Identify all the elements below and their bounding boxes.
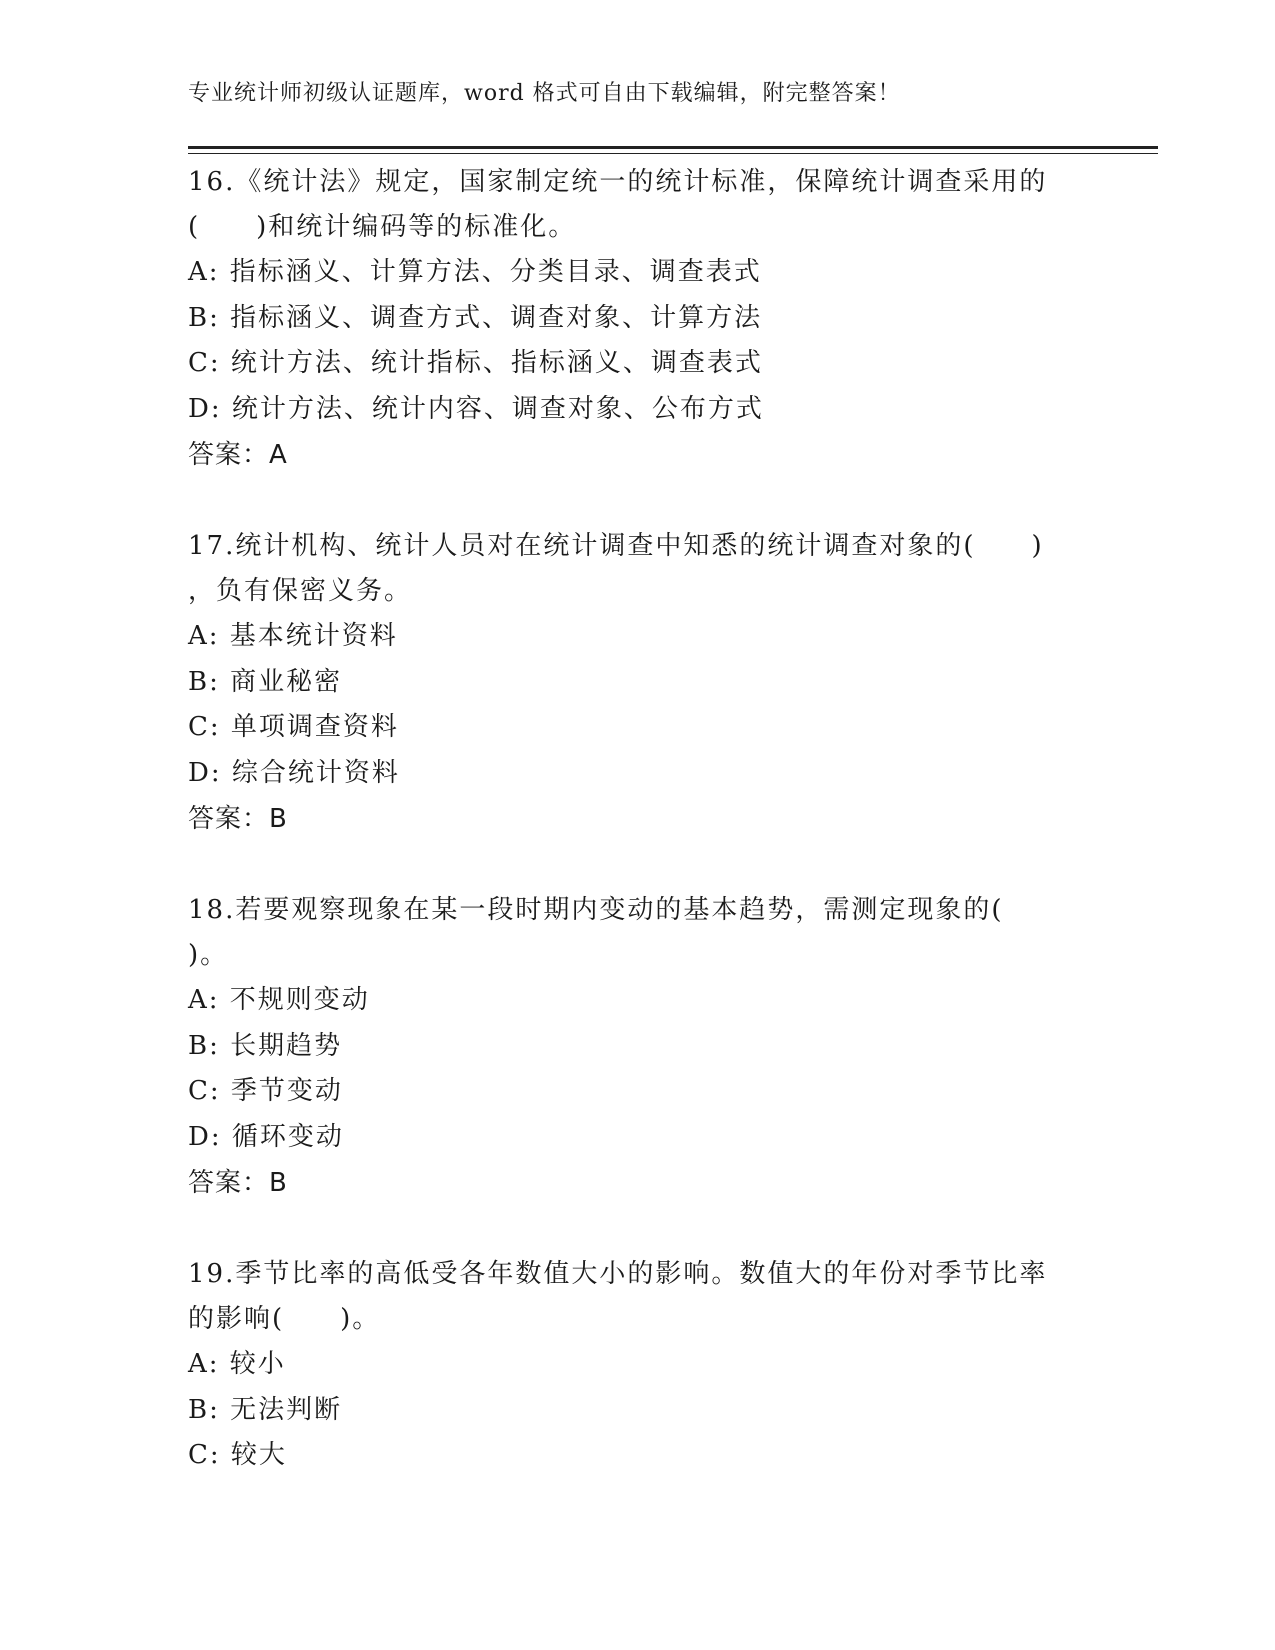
answer-label: 答案：A — [188, 440, 288, 470]
option-c: C: 较大 — [188, 1440, 287, 1470]
page-header: 专业统计师初级认证题库，word 格式可自由下载编辑，附完整答案！ — [188, 81, 901, 106]
option-b: B: 指标涵义、调查方式、调查对象、计算方法 — [188, 302, 763, 333]
option-a: A: 不规则变动 — [188, 985, 370, 1015]
question-stem-line: ( )和统计编码等的标准化。 — [188, 212, 577, 242]
option-b: B: 无法判断 — [188, 1394, 343, 1425]
question-stem-line: 18.若要观察现象在某一段时期内变动的基本趋势，需测定现象的( — [188, 895, 1004, 925]
header-divider — [188, 146, 1158, 154]
option-a: A: 较小 — [188, 1349, 286, 1379]
question-17 — [188, 524, 1088, 842]
option-a: A: 指标涵义、计算方法、分类目录、调查表式 — [188, 257, 762, 287]
question-list — [188, 160, 1088, 1525]
question-stem-line: 19.季节比率的高低受各年数值大小的影响。数值大的年份对季节比率 — [188, 1259, 1048, 1289]
option-d: D: 统计方法、统计内容、调查对象、公布方式 — [188, 393, 764, 424]
option-a: A: 基本统计资料 — [188, 621, 398, 651]
option-c: C: 单项调查资料 — [188, 712, 399, 742]
option-d: D: 综合统计资料 — [188, 757, 400, 788]
question-stem-line: ，负有保密义务。 — [188, 576, 413, 606]
question-18 — [188, 888, 1088, 1206]
option-c: C: 季节变动 — [188, 1076, 343, 1106]
option-b: B: 长期趋势 — [188, 1030, 343, 1061]
question-16 — [188, 160, 1088, 478]
answer-label: 答案：B — [188, 1168, 288, 1198]
option-d: D: 循环变动 — [188, 1121, 344, 1152]
question-stem-line: 17.统计机构、统计人员对在统计调查中知悉的统计调查对象的( ) — [188, 531, 1044, 561]
option-c: C: 统计方法、统计指标、指标涵义、调查表式 — [188, 348, 763, 378]
option-b: B: 商业秘密 — [188, 666, 343, 697]
answer-label: 答案：B — [188, 804, 288, 834]
question-19 — [188, 1252, 1088, 1479]
question-stem-line: 的影响( )。 — [188, 1304, 381, 1334]
question-stem-line: 16.《统计法》规定，国家制定统一的统计标准，保障统计调查采用的 — [188, 167, 1048, 197]
question-stem-line: )。 — [188, 940, 229, 970]
